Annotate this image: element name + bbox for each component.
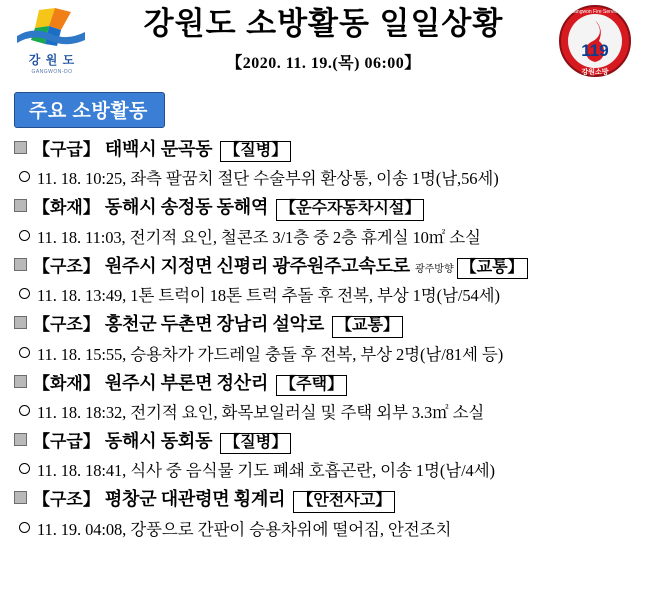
square-bullet-icon xyxy=(14,433,27,446)
entry-header xyxy=(14,430,637,454)
square-bullet-icon xyxy=(14,375,27,388)
entry-detail-row xyxy=(14,224,637,248)
entry-tag: 【구조】 xyxy=(33,256,100,276)
entry-tag: 【화재】 xyxy=(33,373,100,393)
entry-detail: 11. 19. 04:08, 강풍으로 간판이 승용차위에 떨어짐, 안전조치 xyxy=(37,519,452,539)
entry-kind-badge: 【질병】 xyxy=(220,141,291,162)
square-bullet-icon xyxy=(14,316,27,329)
entry-detail: 11. 18. 10:25, 좌측 팔꿈치 절단 수술부위 환상통, 이송 1명(남,56세) xyxy=(37,169,499,189)
fire-emblem-icon xyxy=(558,4,632,78)
entry-tag: 【화재】 xyxy=(33,198,100,218)
section-heading xyxy=(14,92,165,128)
fire-service-emblem xyxy=(543,2,647,78)
circle-bullet-icon xyxy=(19,288,30,299)
entry-place: 동해시 송정동 동해역 xyxy=(104,197,269,218)
entry-detail-row xyxy=(14,165,637,189)
report-date: 【2020. 11. 19.(목) 06:00】 xyxy=(226,54,421,72)
svg-text:강원소방: 강원소방 xyxy=(581,69,609,76)
svg-text:119: 119 xyxy=(581,41,609,60)
gangwon-province-logo xyxy=(0,2,104,75)
entry-kind-badge: 【주택】 xyxy=(276,375,347,396)
entry-kind-badge: 【교통】 xyxy=(332,316,403,337)
page-title: 강원도 소방활동 일일상황 xyxy=(143,6,504,41)
list-item xyxy=(14,138,637,189)
entry-place: 원주시 부론면 정산리 xyxy=(104,372,269,393)
entry-detail-row xyxy=(14,399,637,423)
square-bullet-icon xyxy=(14,199,27,212)
entry-header xyxy=(14,313,637,337)
circle-bullet-icon xyxy=(19,230,30,241)
gangwon-logo-caption: 강 원 도 xyxy=(28,53,76,67)
entry-kind-badge: 【질병】 xyxy=(220,433,291,454)
circle-bullet-icon xyxy=(19,347,30,358)
square-bullet-icon xyxy=(14,141,27,154)
entry-place: 원주시 지정면 신평리 광주원주고속도로 xyxy=(104,255,410,276)
entry-place: 태백시 문곡동 xyxy=(104,139,213,159)
gangwon-logo-caption-sub: GANGWON-DO xyxy=(31,69,73,75)
entry-detail-row xyxy=(14,457,637,481)
entry-tag: 【구조】 xyxy=(33,315,100,335)
entry-tag: 【구조】 xyxy=(33,490,100,510)
list-item xyxy=(14,372,637,423)
circle-bullet-icon xyxy=(19,522,30,533)
entry-detail: 11. 18. 18:32, 전기적 요인, 화목보일러실 및 주택 외부 3.3㎡ 소실 xyxy=(37,402,485,422)
svg-text:Gangwon Fire Service: Gangwon Fire Service xyxy=(570,9,620,15)
entry-header xyxy=(14,488,637,512)
entry-kind-badge: 【안전사고】 xyxy=(293,491,395,512)
list-item xyxy=(14,313,637,364)
entry-place: 홍천군 두촌면 장남리 설악로 xyxy=(104,314,325,335)
square-bullet-icon xyxy=(14,258,27,271)
gangwon-logo-icon xyxy=(9,6,95,50)
entry-place: 평창군 대관령면 횡계리 xyxy=(104,489,286,510)
entry-detail-row xyxy=(14,341,637,365)
entry-header xyxy=(14,372,637,396)
list-item xyxy=(14,255,637,306)
circle-bullet-icon xyxy=(19,463,30,474)
entry-tag: 【구급】 xyxy=(33,431,100,451)
document-header xyxy=(0,0,647,86)
entry-detail: 11. 18. 18:41, 식사 중 음식물 기도 폐쇄 호흡곤란, 이송 1명(남/4세) xyxy=(37,461,495,481)
list-item xyxy=(14,488,637,539)
circle-bullet-icon xyxy=(19,171,30,182)
list-item xyxy=(14,196,637,247)
entry-place-note: 광주방향 xyxy=(414,263,454,275)
entry-detail: 11. 18. 15:55, 승용차가 가드레일 충돌 후 전복, 부상 2명(남/81세 등) xyxy=(37,344,504,364)
entry-detail-row xyxy=(14,516,637,540)
list-item xyxy=(14,430,637,481)
entry-tag: 【구급】 xyxy=(33,140,100,159)
entry-kind-badge: 【교통】 xyxy=(457,258,528,279)
entry-detail: 11. 18. 11:03, 전기적 요인, 철콘조 3/1층 중 2층 휴게실 10㎡ 소실 xyxy=(37,227,481,247)
entry-kind-badge: 【운수자동차시설】 xyxy=(276,199,424,220)
entry-header xyxy=(14,196,637,220)
activity-list xyxy=(0,138,647,540)
entry-header xyxy=(14,138,637,162)
entry-detail-row xyxy=(14,282,637,306)
entry-place: 동해시 동회동 xyxy=(104,430,213,451)
entry-detail: 11. 18. 13:49, 1톤 트럭이 18톤 트럭 추돌 후 전복, 부상 1명(남/54세) xyxy=(37,286,500,306)
circle-bullet-icon xyxy=(19,405,30,416)
entry-header xyxy=(14,255,637,279)
square-bullet-icon xyxy=(14,491,27,504)
title-block xyxy=(104,2,543,73)
section-heading-label: 주요 소방활동 xyxy=(29,101,148,122)
